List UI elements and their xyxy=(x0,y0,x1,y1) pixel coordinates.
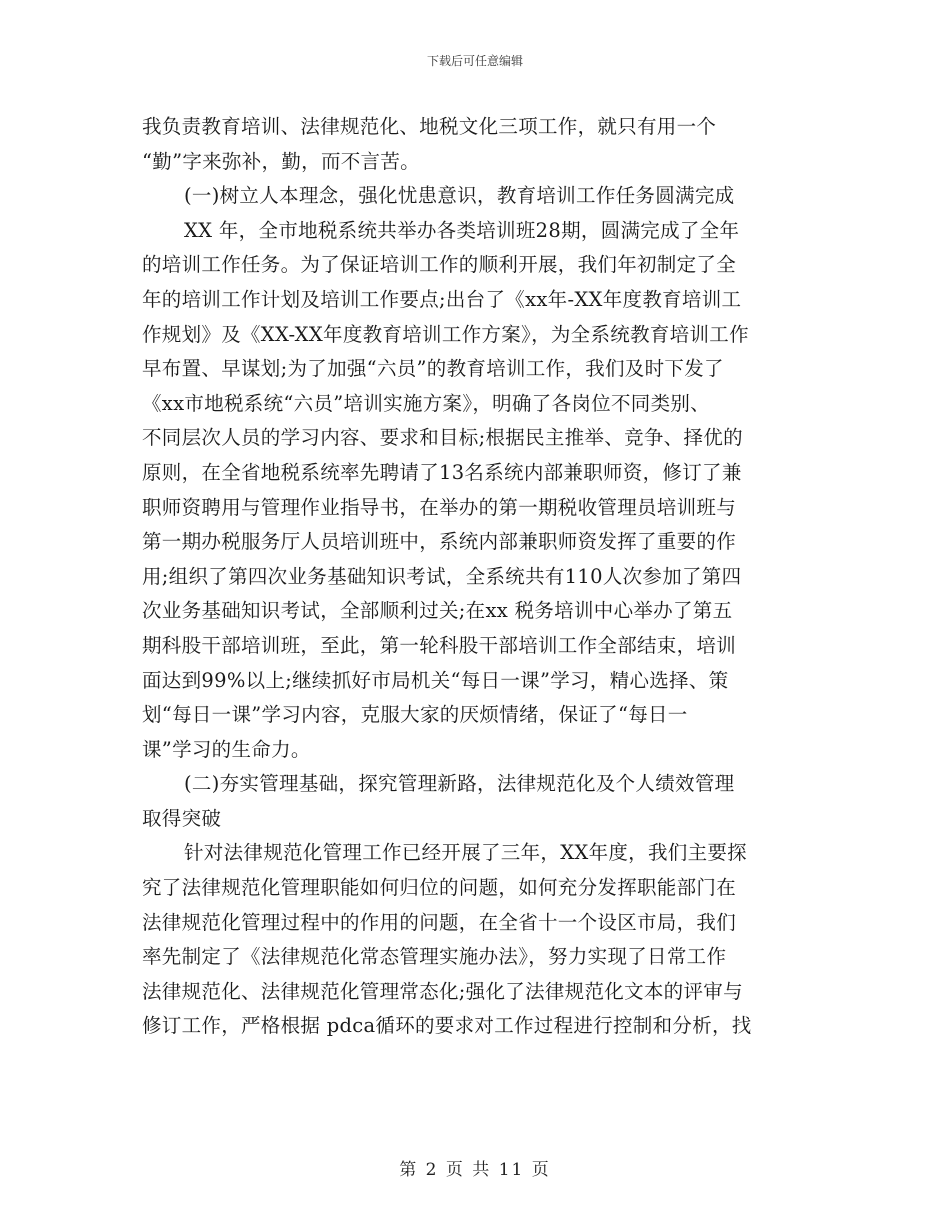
text-line: 职师资聘用与管理作业指导书，在举办的第一期税收管理员培训班与 xyxy=(142,495,737,519)
document-body xyxy=(142,110,810,1044)
text-line: 年的培训工作计划及培训工作要点;出台了《xx年-XX年度教育培训工 xyxy=(142,287,742,311)
page-footer: 第 2 页 共 11 页 xyxy=(399,1160,551,1180)
text-line: 究了法律规范化管理职能如何归位的问题，如何充分发挥职能部门在 xyxy=(142,876,737,900)
text-line: 法律规范化管理过程中的作用的问题，在全省十一个设区市局，我们 xyxy=(142,910,737,934)
text-line: 次业务基础知识考试，全部顺利过关;在xx 税务培训中心举办了第五 xyxy=(142,599,733,623)
text-line: 取得突破 xyxy=(142,806,222,830)
text-line: 作规划》及《XX-XX年度教育培训工作方案》，为全系统教育培训工作 xyxy=(142,322,749,346)
text-line: 面达到99%以上;继续抓好市局机关“每日一课”学习，精心选择、策 xyxy=(142,668,729,692)
text-line: 课”学习的生命力。 xyxy=(142,737,311,761)
text-line: 我负责教育培训、法律规范化、地税文化三项工作，就只有用一个 xyxy=(142,115,717,138)
text-line: 早布置、早谋划;为了加强“六员”的教育培训工作，我们及时下发了 xyxy=(142,357,724,381)
header-note: 下载后可任意编辑 xyxy=(426,54,523,68)
text-line: 原则，在全省地税系统率先聘请了13名系统内部兼职师资，修订了兼 xyxy=(142,460,742,484)
text-line: 针对法律规范化管理工作已经开展了三年，XX年度，我们主要探 xyxy=(184,841,747,865)
text-line: 《xx市地税系统“六员”培训实施方案》，明确了各岗位不同类别、 xyxy=(142,391,710,415)
text-line: 不同层次人员的学习内容、要求和目标;根据民主推举、竞争、择优的 xyxy=(142,426,743,450)
text-line: 期科股干部培训班，至此，第一轮科股干部培训工作全部结束，培训 xyxy=(142,633,737,657)
text-line: 第一期办税服务厅人员培训班中，系统内部兼职师资发挥了重要的作 xyxy=(142,530,737,554)
text-line: 用;组织了第四次业务基础知识考试，全系统共有110人次参加了第四 xyxy=(142,564,742,588)
text-line: 修订工作，严格根据 pdca循环的要求对工作过程进行控制和分析，找 xyxy=(142,1014,752,1038)
text-line: “勤”字来弥补，勤，而不言苦。 xyxy=(142,149,420,173)
text-line: 的培训工作任务。为了保证培训工作的顺利开展，我们年初制定了全 xyxy=(142,253,737,277)
text-line: 法律规范化、法律规范化管理常态化;强化了法律规范化文本的评审与 xyxy=(142,979,743,1003)
text-line: XX 年，全市地税系统共举办各类培训班28期，圆满完成了全年 xyxy=(184,218,740,242)
text-line: (二)夯实管理基础，探究管理新路，法律规范化及个人绩效管理 xyxy=(184,772,735,796)
text-line: (一)树立人本理念，强化忧患意识，教育培训工作任务圆满完成 xyxy=(184,184,735,208)
text-line: 划“每日一课”学习内容，克服大家的厌烦情绪，保证了“每日一 xyxy=(142,703,688,727)
text-line: 率先制定了《法律规范化常态管理实施办法》，努力实现了日常工作 xyxy=(142,945,727,969)
